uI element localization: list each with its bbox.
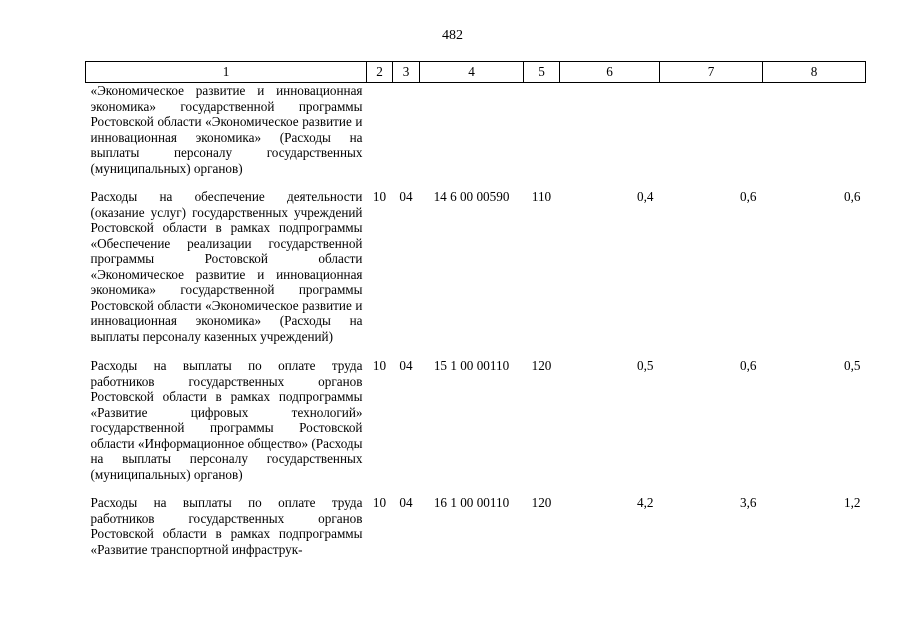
header-col-5: 5	[524, 62, 560, 83]
row-value-col7: 3,6	[740, 495, 757, 510]
row-expense-type: 120	[531, 495, 552, 510]
table-body	[86, 83, 866, 558]
page-number: 482	[442, 28, 463, 43]
table-row	[86, 83, 866, 190]
header-row	[86, 62, 866, 83]
table-row	[86, 358, 866, 495]
header-col-1: 1	[86, 62, 367, 83]
row-target-code: 16 1 00 00110	[433, 495, 510, 510]
row-value-col8: 1,2	[844, 495, 861, 510]
row-section: 10	[372, 358, 387, 373]
row-description: Расходы на выплаты по оплате труда работников государственных органов Ростовской области в рамках подпрограммы «Развитие транспортной инфраструк-	[90, 495, 363, 557]
row-value-col8	[763, 83, 866, 190]
row-section: 10	[372, 189, 387, 204]
row-expense-type: 110	[531, 189, 552, 204]
row-expense-type: 120	[531, 358, 552, 373]
row-value-col6: 0,4	[637, 189, 654, 204]
header-col-7: 7	[660, 62, 763, 83]
row-target-code	[420, 83, 524, 190]
row-subsection	[393, 83, 420, 190]
row-target-code: 15 1 00 00110	[433, 358, 510, 373]
row-value-col6: 4,2	[637, 495, 654, 510]
header-col-8: 8	[763, 62, 866, 83]
header-col-4: 4	[420, 62, 524, 83]
row-subsection: 04	[399, 189, 413, 204]
row-value-col8: 0,6	[844, 189, 861, 204]
budget-table	[85, 61, 866, 557]
row-value-col7: 0,6	[740, 189, 757, 204]
row-value-col7	[660, 83, 763, 190]
header-col-3: 3	[393, 62, 420, 83]
row-expense-type	[524, 83, 560, 190]
row-target-code: 14 6 00 00590	[433, 189, 510, 204]
table-row	[86, 189, 866, 358]
table-header	[86, 62, 866, 83]
row-section: 10	[372, 495, 387, 510]
header-col-6: 6	[560, 62, 660, 83]
row-description: Расходы на выплаты по оплате труда работников государственных органов Ростовской области в рамках подпрограммы «Развитие цифровых технологий» государственной программы Ростовской области «Информационное общество» (Расходы на выплаты персоналу государственных (муниципальных) органов)	[90, 358, 363, 482]
row-value-col6: 0,5	[637, 358, 654, 373]
row-value-col6	[560, 83, 660, 190]
row-subsection: 04	[399, 495, 413, 510]
row-description: Расходы на обеспечение деятельности (оказание услуг) государственных учреждений Ростовской области в рамках подпрограммы «Обеспечение реализации государственной программы Ростовской области «Экономическое развитие и инновационная экономика» государственной программы Ростовской области «Экономическое развитие и инновационная экономика» (Расходы на выплаты персоналу казенных учреждений)	[90, 189, 363, 344]
row-description: «Экономическое развитие и инновационная экономика» государственной программы Ростовской области «Экономическое развитие и инновационная экономика» (Расходы на выплаты персоналу государственных (муниципальных) органов)	[90, 83, 363, 176]
row-value-col7: 0,6	[740, 358, 757, 373]
table-row	[86, 495, 866, 557]
row-section	[367, 83, 393, 190]
row-subsection: 04	[399, 358, 413, 373]
header-col-2: 2	[367, 62, 393, 83]
row-value-col8: 0,5	[844, 358, 861, 373]
